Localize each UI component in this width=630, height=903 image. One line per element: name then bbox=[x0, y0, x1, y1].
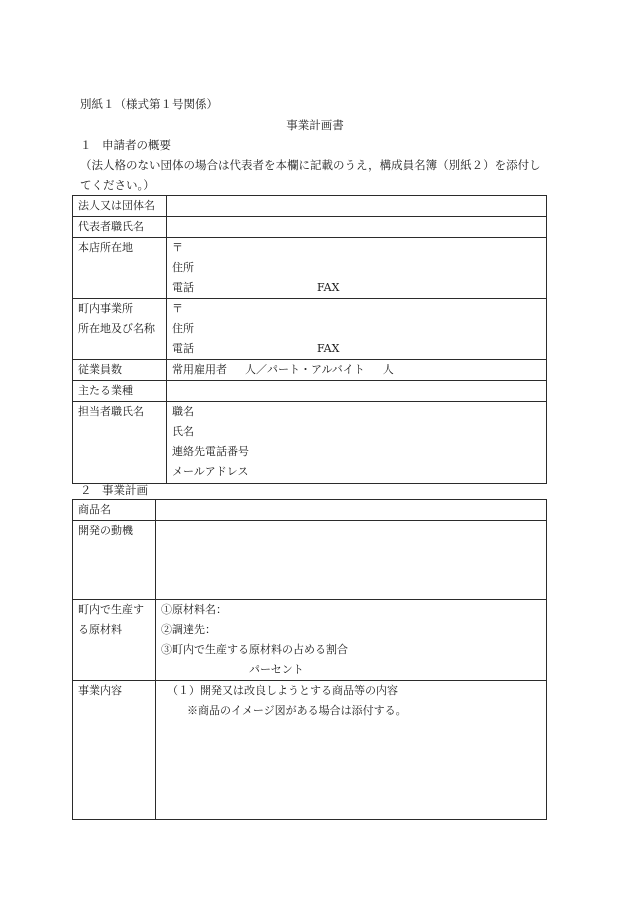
section1-number: １ bbox=[80, 138, 92, 152]
field-motive[interactable] bbox=[156, 521, 547, 600]
section1-title: 申請者の概要 bbox=[102, 138, 171, 152]
label-employees: 従業員数 bbox=[73, 360, 167, 381]
field-hq[interactable] bbox=[167, 238, 547, 299]
material-ratio: ③町内で生産する原材料の占める割合 bbox=[161, 643, 348, 656]
hq-phone-fax: 電話 FAX bbox=[172, 281, 340, 294]
section1-heading bbox=[80, 137, 171, 153]
label-material: 町内で生産す る原材料 bbox=[73, 600, 156, 681]
material-source: ②調達先： bbox=[161, 623, 216, 636]
field-employees[interactable]: 常用雇用者 人／パート・アルバイト 人 bbox=[167, 360, 547, 381]
content-note: ※商品のイメージ図がある場合は添付する。 bbox=[187, 704, 407, 717]
label-content: 事業内容 bbox=[73, 681, 156, 820]
business-plan-table bbox=[72, 499, 547, 820]
section2-title: 事業計画 bbox=[102, 483, 148, 497]
field-industry[interactable] bbox=[167, 381, 547, 402]
contact-title: 職名 bbox=[172, 405, 194, 418]
label-corp-name: 法人又は団体名 bbox=[73, 196, 167, 217]
form-number-header: 別紙１（様式第１号関係） bbox=[80, 97, 218, 111]
label-office: 町内事業所 所在地及び名称 bbox=[73, 299, 167, 360]
material-percent: パーセント bbox=[249, 663, 304, 676]
section2-heading bbox=[80, 482, 148, 498]
field-contact[interactable] bbox=[167, 402, 547, 484]
contact-email: メールアドレス bbox=[172, 465, 249, 478]
field-material[interactable] bbox=[156, 600, 547, 681]
section1-note-line2: てください。） bbox=[80, 178, 155, 192]
contact-name: 氏名 bbox=[172, 425, 194, 438]
field-corp-name[interactable] bbox=[167, 196, 547, 217]
hq-address: 住所 bbox=[172, 261, 194, 274]
office-address: 住所 bbox=[172, 322, 194, 335]
contact-phone: 連絡先電話番号 bbox=[172, 445, 249, 458]
field-content[interactable] bbox=[156, 681, 547, 820]
label-contact: 担当者職氏名 bbox=[73, 402, 167, 484]
page-title: 事業計画書 bbox=[286, 118, 344, 132]
section2-number: ２ bbox=[80, 483, 92, 497]
label-industry: 主たる業種 bbox=[73, 381, 167, 402]
label-rep-name: 代表者職氏名 bbox=[73, 217, 167, 238]
field-office[interactable] bbox=[167, 299, 547, 360]
applicant-table bbox=[72, 195, 547, 484]
section1-note-line1: （法人格のない団体の場合は代表者を本欄に記載のうえ，構成員名簿（別紙２）を添付し bbox=[80, 158, 541, 172]
field-product[interactable] bbox=[156, 500, 547, 521]
office-phone-fax: 電話 FAX bbox=[172, 342, 340, 355]
hq-zip: 〒 bbox=[172, 241, 183, 254]
office-zip: 〒 bbox=[172, 302, 183, 315]
label-product: 商品名 bbox=[73, 500, 156, 521]
material-name: ①原材料名： bbox=[161, 603, 227, 616]
label-hq: 本店所在地 bbox=[73, 238, 167, 299]
content-item: （１）開発又は改良しようとする商品等の内容 bbox=[167, 684, 398, 697]
label-motive: 開発の動機 bbox=[73, 521, 156, 600]
field-rep-name[interactable] bbox=[167, 217, 547, 238]
